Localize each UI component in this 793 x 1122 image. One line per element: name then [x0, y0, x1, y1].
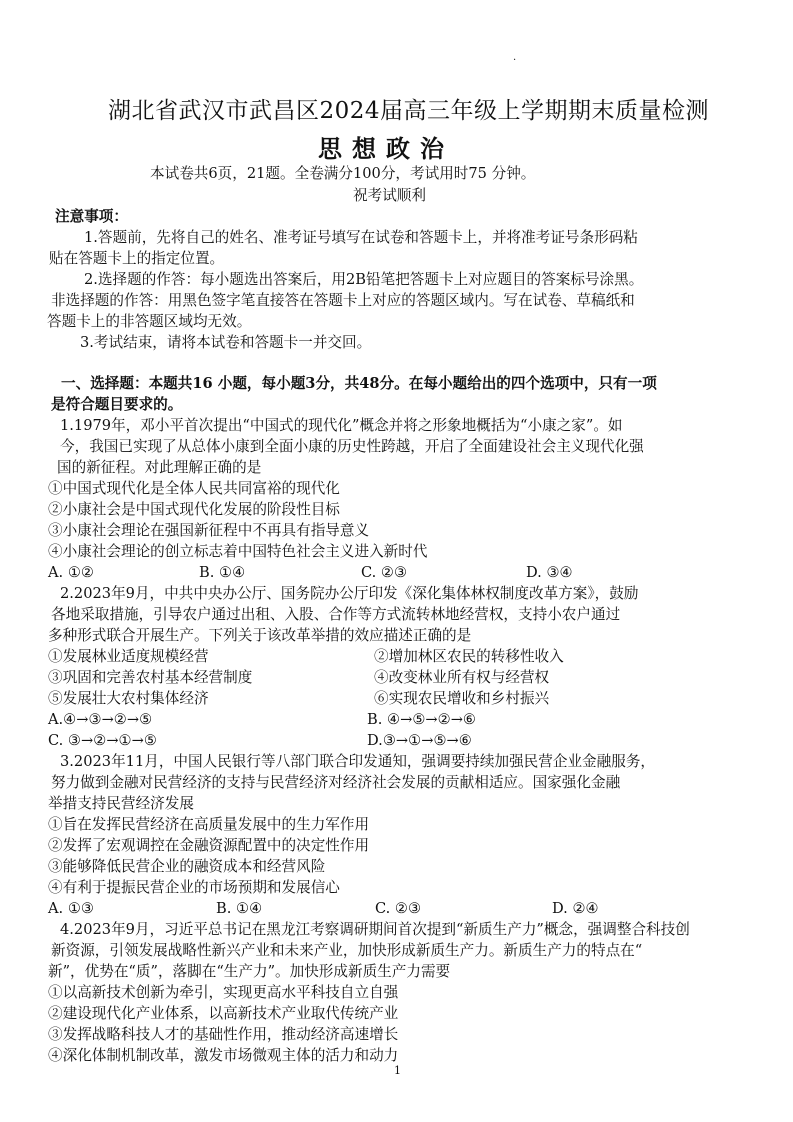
option-b: B. ④→⑤→②→⑥ [367, 711, 477, 728]
statement: ③发挥战略科技人才的基础性作用，推动经济高速增长 [48, 1026, 399, 1043]
question-stem: 努力做到金融对民营经济的支持与民营经济对经济社会发展的贡献相适应。国家强化金融 [51, 774, 621, 791]
option-b: B. ①④ [216, 900, 263, 917]
option-c: C. ③→②→①→⑤ [48, 732, 157, 749]
option-d: D. ②④ [552, 900, 599, 917]
option-c: C. ②③ [361, 564, 408, 581]
statement: ②建设现代化产业体系，以高新技术产业取代传统产业 [48, 1005, 399, 1022]
subject-title: 思想政治 [318, 134, 454, 163]
option-d: D. ③④ [526, 564, 573, 581]
question-stem: 新资源，引领发展战略性新兴产业和未来产业，加快形成新质生产力。新质生产力的特点在“ [51, 942, 643, 959]
statement: ⑥实现农民增收和乡村振兴 [374, 690, 550, 707]
statement: ②发挥了宏观调控在金融资源配置中的决定性作用 [48, 837, 370, 854]
statement: ①发展林业适度规模经营 [48, 648, 209, 665]
question-stem: 1.1979年，邓小平首次提出“中国式的现代化”概念并将之形象地概括为“小康之家”。如 [60, 417, 623, 434]
page-title: 湖北省武汉市武昌区2024届高三年级上学期期末质量检测 [108, 98, 710, 124]
statement: ④小康社会理论的创立标志着中国特色社会主义进入新时代 [48, 543, 428, 560]
question-stem: 多种形式联合开展生产。下列关于该改革举措的效应描述正确的是 [48, 627, 472, 644]
notice-line: 答题卡上的非答题区域均无效。 [47, 313, 252, 330]
exam-wish: 祝考试顺利 [353, 187, 426, 204]
question-stem: 3.2023年11月，中国人民银行等八部门联合印发通知，强调要持续加强民营企业金融服务， [60, 753, 656, 770]
statement: ⑤发展壮大农村集体经济 [48, 690, 209, 707]
question-stem: 今，我国已实现了从总体小康到全面小康的历史性跨越，开启了全面建设社会主义现代化强 [60, 438, 644, 455]
notice-line: 3.考试结束，请将本试卷和答题卡一并交回。 [80, 334, 372, 351]
page-number: 1 [394, 1064, 401, 1077]
statement: ①中国式现代化是全体人民共同富裕的现代化 [48, 480, 340, 497]
notice-line: 1.答题前，先将自己的姓名、准考证号填写在试卷和答题卡上，并将准考证号条形码粘 [84, 229, 638, 246]
option-c: C. ②③ [375, 900, 422, 917]
statement: ④深化体制机制改革，激发市场微观主体的活力和动力 [48, 1047, 399, 1064]
question-stem: 举措支持民营经济发展 [48, 795, 194, 812]
question-stem: 2.2023年9月，中共中央办公厅、国务院办公厅印发《深化集体林权制度改革方案》，鼓励 [60, 585, 639, 602]
statement: ①以高新技术创新为牵引，实现更高水平科技自立自强 [48, 984, 399, 1001]
statement: ②增加林区农民的转移性收入 [374, 648, 564, 665]
exam-info: 本试卷共6页，21题。全卷满分100分，考试用时75 分钟。 [150, 165, 536, 182]
statement: ③小康社会理论在强国新征程中不再具有指导意义 [48, 522, 370, 539]
header-dot: . [513, 52, 517, 63]
question-stem: 国的新征程。对此理解正确的是 [57, 459, 262, 476]
question-stem: 各地采取措施，引导农户通过出租、入股、合作等方式流转林地经营权，支持小农户通过 [51, 606, 621, 623]
statement: ③能够降低民营企业的融资成本和经营风险 [48, 858, 326, 875]
option-a: A. ①③ [48, 900, 94, 917]
statement: ①旨在发挥民营经济在高质量发展中的生力军作用 [48, 816, 370, 833]
statement: ③巩固和完善农村基本经营制度 [48, 669, 253, 686]
option-a: A.④→③→②→⑤ [48, 711, 153, 728]
statement: ④有利于提振民营企业的市场预期和发展信心 [48, 879, 340, 896]
notice-heading: 注意事项： [55, 208, 128, 225]
section-heading: 一、选择题：本题共16 小题，每小题3分，共48分。在每小题给出的四个选项中，只有一项 [61, 375, 657, 392]
question-stem: 4.2023年9月，习近平总书记在黑龙江考察调研期间首次提到“新质生产力”概念，强调整合科技创 [60, 921, 690, 938]
notice-line: 贴在答题卡上的指定位置。 [49, 250, 225, 267]
notice-line: 非选择题的作答：用黑色签字笔直接答在答题卡上对应的答题区域内。写在试卷、草稿纸和 [51, 292, 635, 309]
option-d: D.③→①→⑤→⑥ [367, 732, 472, 749]
notice-line: 2.选择题的作答：每小题选出答案后，用2B铅笔把答题卡上对应题目的答案标号涂黑。 [84, 271, 644, 288]
statement: ②小康社会是中国式现代化发展的阶段性目标 [48, 501, 340, 518]
option-a: A. ①② [48, 564, 94, 581]
question-stem: 新”，优势在“质”，落脚在“生产力”。加快形成新质生产力需要 [48, 963, 451, 980]
statement: ④改变林业所有权与经营权 [374, 669, 550, 686]
section-heading: 是符合题目要求的。 [51, 396, 183, 413]
option-b: B. ①④ [199, 564, 246, 581]
